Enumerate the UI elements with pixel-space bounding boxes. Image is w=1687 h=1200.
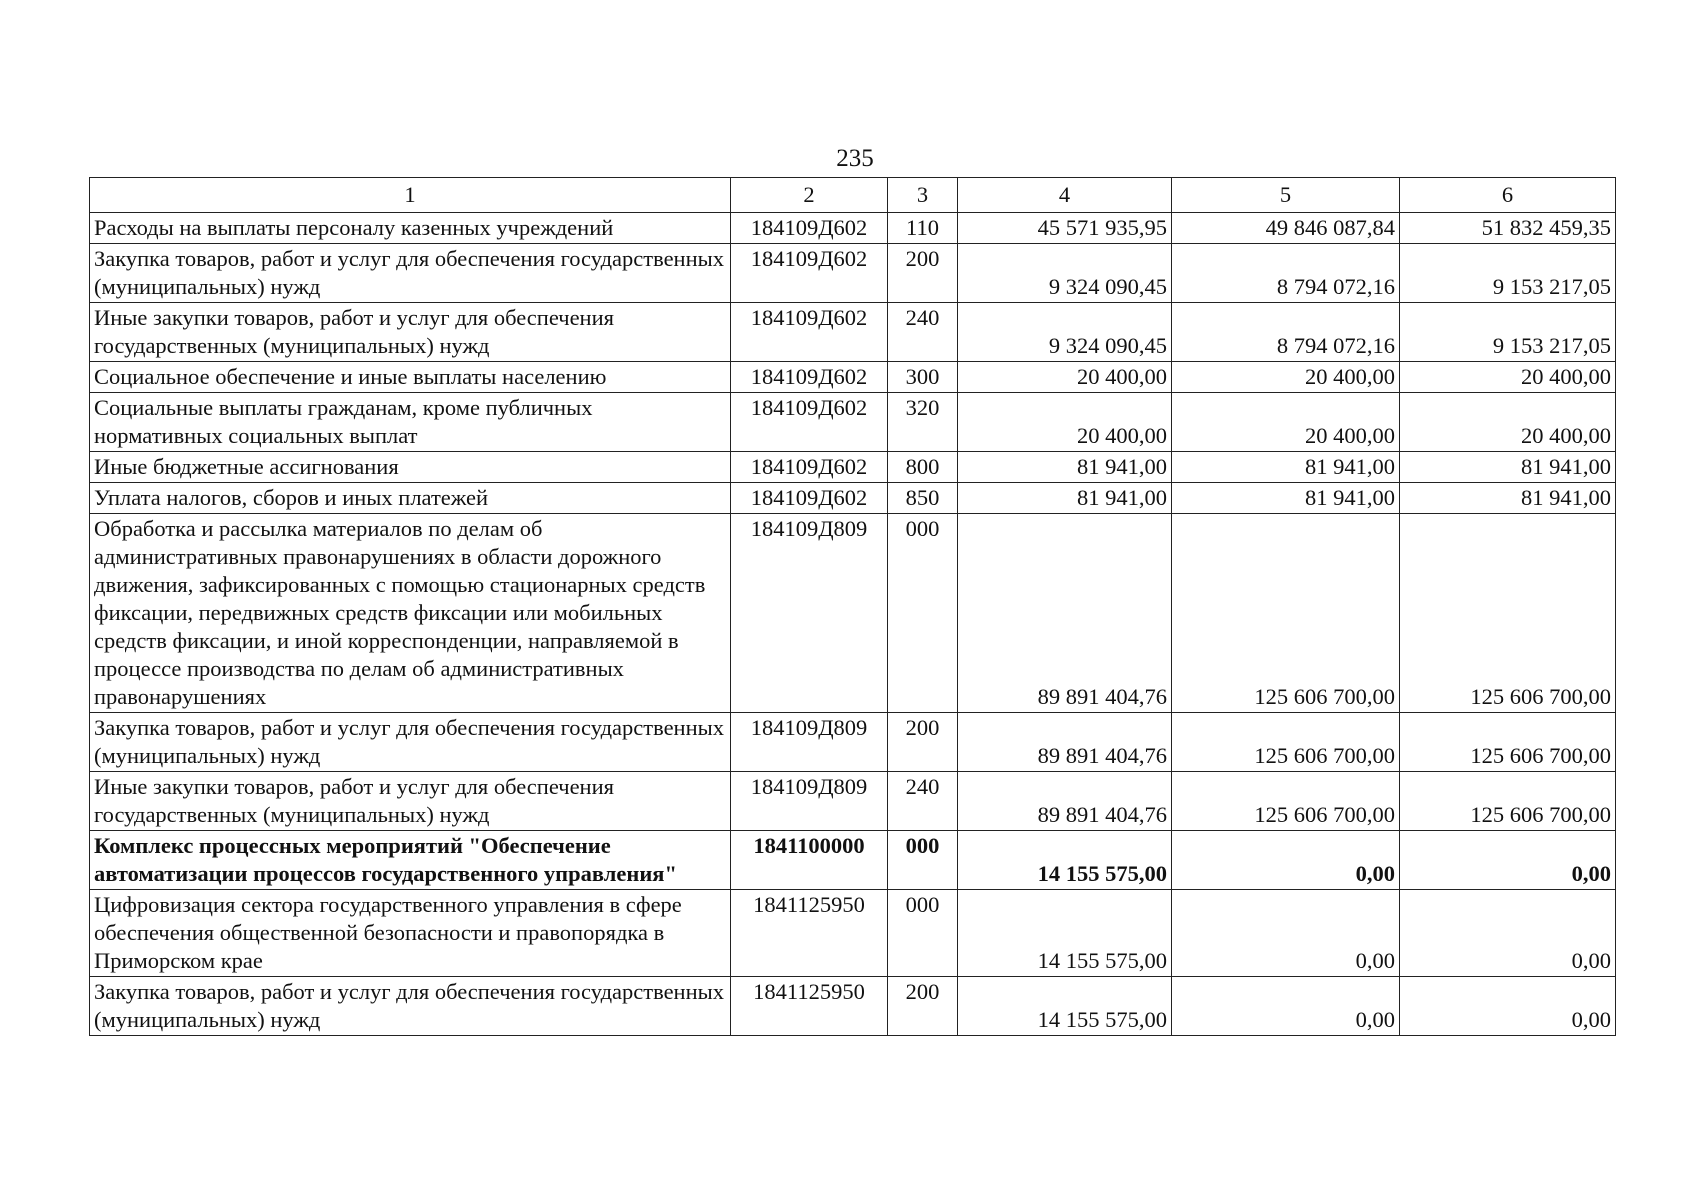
expense-name-cell: Цифровизация сектора государственного управления в сфере обеспечения общественной безопасности и правопорядка в Приморском крае bbox=[90, 890, 731, 977]
amount-column-5-cell: 0,00 bbox=[1172, 831, 1400, 890]
amount-column-5-cell: 81 941,00 bbox=[1172, 452, 1400, 483]
amount-column-6-cell: 0,00 bbox=[1400, 831, 1616, 890]
amount-column-4-cell: 20 400,00 bbox=[958, 362, 1172, 393]
amount-column-4-cell: 89 891 404,76 bbox=[958, 713, 1172, 772]
column-number: 1 bbox=[90, 178, 731, 213]
table-row bbox=[90, 713, 1616, 772]
amount-column-6-cell: 9 153 217,05 bbox=[1400, 244, 1616, 303]
expense-name-cell: Расходы на выплаты персоналу казенных учреждений bbox=[90, 213, 731, 244]
target-article-code-cell: 184109Д602 bbox=[731, 213, 888, 244]
amount-column-5-cell: 0,00 bbox=[1172, 977, 1400, 1036]
target-article-code-cell: 184109Д809 bbox=[731, 772, 888, 831]
amount-column-5-cell: 8 794 072,16 bbox=[1172, 244, 1400, 303]
table-row bbox=[90, 213, 1616, 244]
amount-column-6-cell: 0,00 bbox=[1400, 977, 1616, 1036]
expense-type-code-cell: 200 bbox=[888, 713, 958, 772]
target-article-code-cell: 184109Д602 bbox=[731, 362, 888, 393]
target-article-code-cell: 1841125950 bbox=[731, 977, 888, 1036]
amount-column-6-cell: 125 606 700,00 bbox=[1400, 713, 1616, 772]
amount-column-4-cell: 14 155 575,00 bbox=[958, 831, 1172, 890]
amount-column-6-cell: 125 606 700,00 bbox=[1400, 772, 1616, 831]
table-row bbox=[90, 452, 1616, 483]
expense-name-cell: Иные бюджетные ассигнования bbox=[90, 452, 731, 483]
table-row bbox=[90, 483, 1616, 514]
expense-name-cell: Закупка товаров, работ и услуг для обеспечения государственных (муниципальных) нужд bbox=[90, 244, 731, 303]
target-article-code-cell: 1841125950 bbox=[731, 890, 888, 977]
amount-column-6-cell: 125 606 700,00 bbox=[1400, 514, 1616, 713]
table-body bbox=[90, 178, 1616, 1036]
amount-column-5-cell: 8 794 072,16 bbox=[1172, 303, 1400, 362]
expense-type-code-cell: 850 bbox=[888, 483, 958, 514]
amount-column-5-cell: 81 941,00 bbox=[1172, 483, 1400, 514]
amount-column-4-cell: 20 400,00 bbox=[958, 393, 1172, 452]
amount-column-5-cell: 20 400,00 bbox=[1172, 393, 1400, 452]
table-row bbox=[90, 977, 1616, 1036]
expense-name-cell: Уплата налогов, сборов и иных платежей bbox=[90, 483, 731, 514]
column-number: 6 bbox=[1400, 178, 1616, 213]
table-row bbox=[90, 244, 1616, 303]
expense-name-cell: Обработка и рассылка материалов по делам об административных правонарушениях в области дорожного движения, зафиксированных с помощью стационарных средств фиксации, передвижных средств фиксации или мобильных средств фиксации, и иной корреспонденции, направляемой в процессе производства по делам об административных правонарушениях bbox=[90, 514, 731, 713]
expense-type-code-cell: 300 bbox=[888, 362, 958, 393]
amount-column-6-cell: 20 400,00 bbox=[1400, 393, 1616, 452]
expense-name-cell: Иные закупки товаров, работ и услуг для обеспечения государственных (муниципальных) нужд bbox=[90, 303, 731, 362]
expense-type-code-cell: 110 bbox=[888, 213, 958, 244]
expense-name-cell: Иные закупки товаров, работ и услуг для обеспечения государственных (муниципальных) нужд bbox=[90, 772, 731, 831]
expense-type-code-cell: 200 bbox=[888, 244, 958, 303]
target-article-code-cell: 184109Д809 bbox=[731, 713, 888, 772]
amount-column-5-cell: 49 846 087,84 bbox=[1172, 213, 1400, 244]
column-number: 3 bbox=[888, 178, 958, 213]
amount-column-4-cell: 14 155 575,00 bbox=[958, 977, 1172, 1036]
amount-column-6-cell: 9 153 217,05 bbox=[1400, 303, 1616, 362]
target-article-code-cell: 184109Д602 bbox=[731, 393, 888, 452]
target-article-code-cell: 1841100000 bbox=[731, 831, 888, 890]
expense-type-code-cell: 000 bbox=[888, 831, 958, 890]
amount-column-4-cell: 9 324 090,45 bbox=[958, 244, 1172, 303]
target-article-code-cell: 184109Д809 bbox=[731, 514, 888, 713]
page-number: 235 bbox=[836, 145, 874, 172]
table-row bbox=[90, 362, 1616, 393]
table-row bbox=[90, 303, 1616, 362]
column-number: 2 bbox=[731, 178, 888, 213]
table-row bbox=[90, 831, 1616, 890]
expense-name-cell: Комплекс процессных мероприятий "Обеспечение автоматизации процессов государственного управления" bbox=[90, 831, 731, 890]
expense-type-code-cell: 800 bbox=[888, 452, 958, 483]
amount-column-6-cell: 81 941,00 bbox=[1400, 452, 1616, 483]
expense-type-code-cell: 240 bbox=[888, 303, 958, 362]
expense-name-cell: Закупка товаров, работ и услуг для обеспечения государственных (муниципальных) нужд bbox=[90, 713, 731, 772]
column-number: 5 bbox=[1172, 178, 1400, 213]
target-article-code-cell: 184109Д602 bbox=[731, 303, 888, 362]
amount-column-4-cell: 81 941,00 bbox=[958, 452, 1172, 483]
target-article-code-cell: 184109Д602 bbox=[731, 244, 888, 303]
table-row bbox=[90, 772, 1616, 831]
column-number-row bbox=[90, 178, 1616, 213]
amount-column-4-cell: 89 891 404,76 bbox=[958, 772, 1172, 831]
budget-table bbox=[89, 177, 1616, 1036]
amount-column-6-cell: 0,00 bbox=[1400, 890, 1616, 977]
expense-type-code-cell: 320 bbox=[888, 393, 958, 452]
table-row bbox=[90, 393, 1616, 452]
amount-column-4-cell: 9 324 090,45 bbox=[958, 303, 1172, 362]
target-article-code-cell: 184109Д602 bbox=[731, 483, 888, 514]
amount-column-4-cell: 14 155 575,00 bbox=[958, 890, 1172, 977]
expense-name-cell: Социальные выплаты гражданам, кроме публичных нормативных социальных выплат bbox=[90, 393, 731, 452]
table-row bbox=[90, 514, 1616, 713]
amount-column-5-cell: 0,00 bbox=[1172, 890, 1400, 977]
table-row bbox=[90, 890, 1616, 977]
expense-type-code-cell: 200 bbox=[888, 977, 958, 1036]
expense-type-code-cell: 240 bbox=[888, 772, 958, 831]
expense-name-cell: Социальное обеспечение и иные выплаты населению bbox=[90, 362, 731, 393]
amount-column-5-cell: 125 606 700,00 bbox=[1172, 713, 1400, 772]
amount-column-5-cell: 125 606 700,00 bbox=[1172, 772, 1400, 831]
amount-column-4-cell: 89 891 404,76 bbox=[958, 514, 1172, 713]
expense-type-code-cell: 000 bbox=[888, 890, 958, 977]
amount-column-6-cell: 81 941,00 bbox=[1400, 483, 1616, 514]
target-article-code-cell: 184109Д602 bbox=[731, 452, 888, 483]
expense-type-code-cell: 000 bbox=[888, 514, 958, 713]
amount-column-5-cell: 125 606 700,00 bbox=[1172, 514, 1400, 713]
column-number: 4 bbox=[958, 178, 1172, 213]
amount-column-6-cell: 20 400,00 bbox=[1400, 362, 1616, 393]
amount-column-4-cell: 81 941,00 bbox=[958, 483, 1172, 514]
amount-column-5-cell: 20 400,00 bbox=[1172, 362, 1400, 393]
expense-name-cell: Закупка товаров, работ и услуг для обеспечения государственных (муниципальных) нужд bbox=[90, 977, 731, 1036]
amount-column-6-cell: 51 832 459,35 bbox=[1400, 213, 1616, 244]
amount-column-4-cell: 45 571 935,95 bbox=[958, 213, 1172, 244]
